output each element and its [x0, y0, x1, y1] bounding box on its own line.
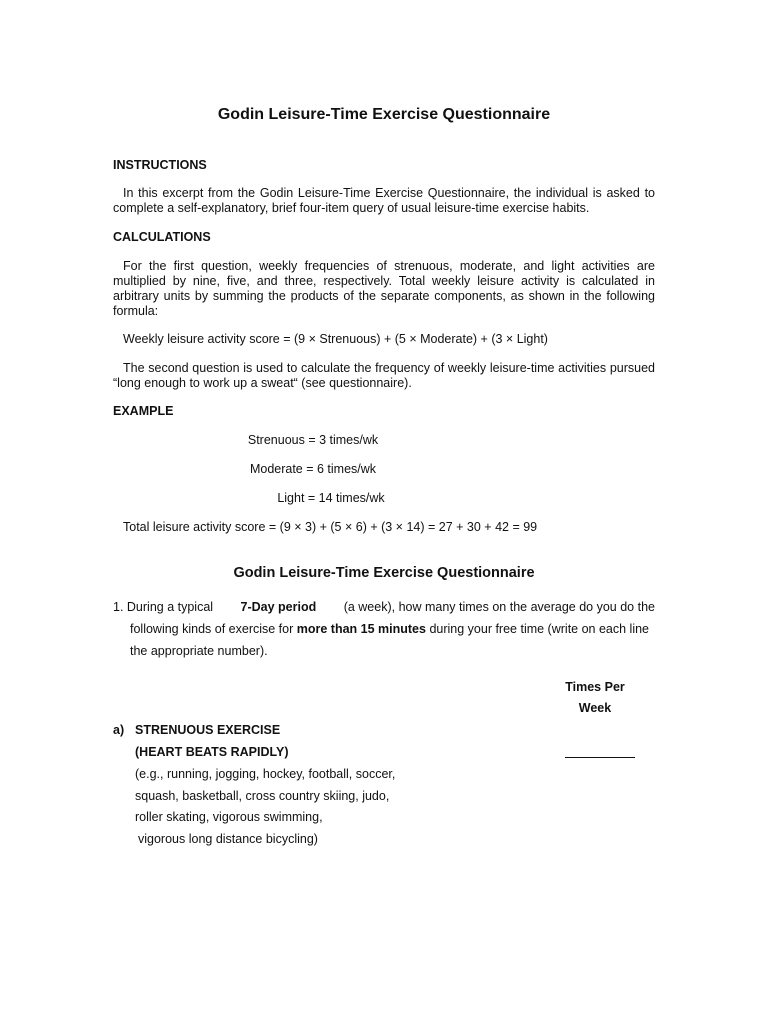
item-a-marker: a)	[113, 723, 125, 737]
item-a-examples-3: roller skating, vigorous swimming,	[135, 810, 323, 824]
example-heading: EXAMPLE	[113, 404, 174, 418]
item-a-examples-4: vigorous long distance bicycling)	[138, 832, 318, 846]
q1-line-1	[113, 600, 655, 614]
q1-prefix: 1. During a typical	[113, 600, 214, 614]
second-question-text: The second question is used to calculate the frequency of weekly leisure-time activities pursued “long enough to work up a sweat“ (see questionnaire).	[113, 361, 655, 390]
example-strenuous: Strenuous = 3 times/wk	[247, 433, 379, 447]
calculations-text: For the first question, weekly frequencies of strenuous, moderate, and light activities are multiplied by nine, five, and three, respectively. Total weekly leisure activity is calculated in arbitrary units by summing the products of the separate components, as shown in the following formula:	[113, 259, 655, 318]
item-a-examples-1: (e.g., running, jogging, hockey, football, soccer,	[135, 767, 396, 781]
example-moderate: Moderate = 6 times/wk	[249, 462, 377, 476]
q1-mid: (a week), how many times on the average do you do the	[343, 600, 655, 614]
q1-period: 7-Day period	[240, 600, 317, 614]
formula-line: Weekly leisure activity score = (9 × Strenuous) + (5 × Moderate) + (3 × Light)	[123, 332, 548, 346]
example-total: Total leisure activity score = (9 × 3) + (5 × 6) + (3 × 14) = 27 + 30 + 42 = 99	[123, 520, 538, 534]
q1-duration: more than 15 minutes	[296, 622, 426, 636]
times-per-header: Times Per	[565, 680, 625, 694]
strenuous-answer-line[interactable]	[565, 757, 635, 758]
instructions-heading: INSTRUCTIONS	[113, 158, 207, 172]
instructions-text: In this excerpt from the Godin Leisure-Time Exercise Questionnaire, the individual is asked to complete a self-explanatory, brief four-item query of usual leisure-time exercise habits.	[113, 186, 655, 215]
example-light: Light = 14 times/wk	[277, 491, 385, 505]
q1-line-2	[130, 622, 655, 636]
item-a-examples-2: squash, basketball, cross country skiing, judo,	[135, 789, 390, 803]
document-title: Godin Leisure-Time Exercise Questionnaire	[217, 106, 551, 123]
week-header: Week	[578, 701, 612, 715]
q1-line-3: the appropriate number).	[130, 644, 268, 658]
q1-line2-suffix: during your free time (write on each line	[429, 622, 650, 636]
questionnaire-title: Godin Leisure-Time Exercise Questionnaire	[233, 565, 535, 581]
q1-line2-prefix: following kinds of exercise for	[130, 622, 294, 636]
item-a-label: STRENUOUS EXERCISE	[135, 723, 281, 737]
item-a-sub: (HEART BEATS RAPIDLY)	[135, 745, 289, 759]
calculations-heading: CALCULATIONS	[113, 230, 211, 244]
